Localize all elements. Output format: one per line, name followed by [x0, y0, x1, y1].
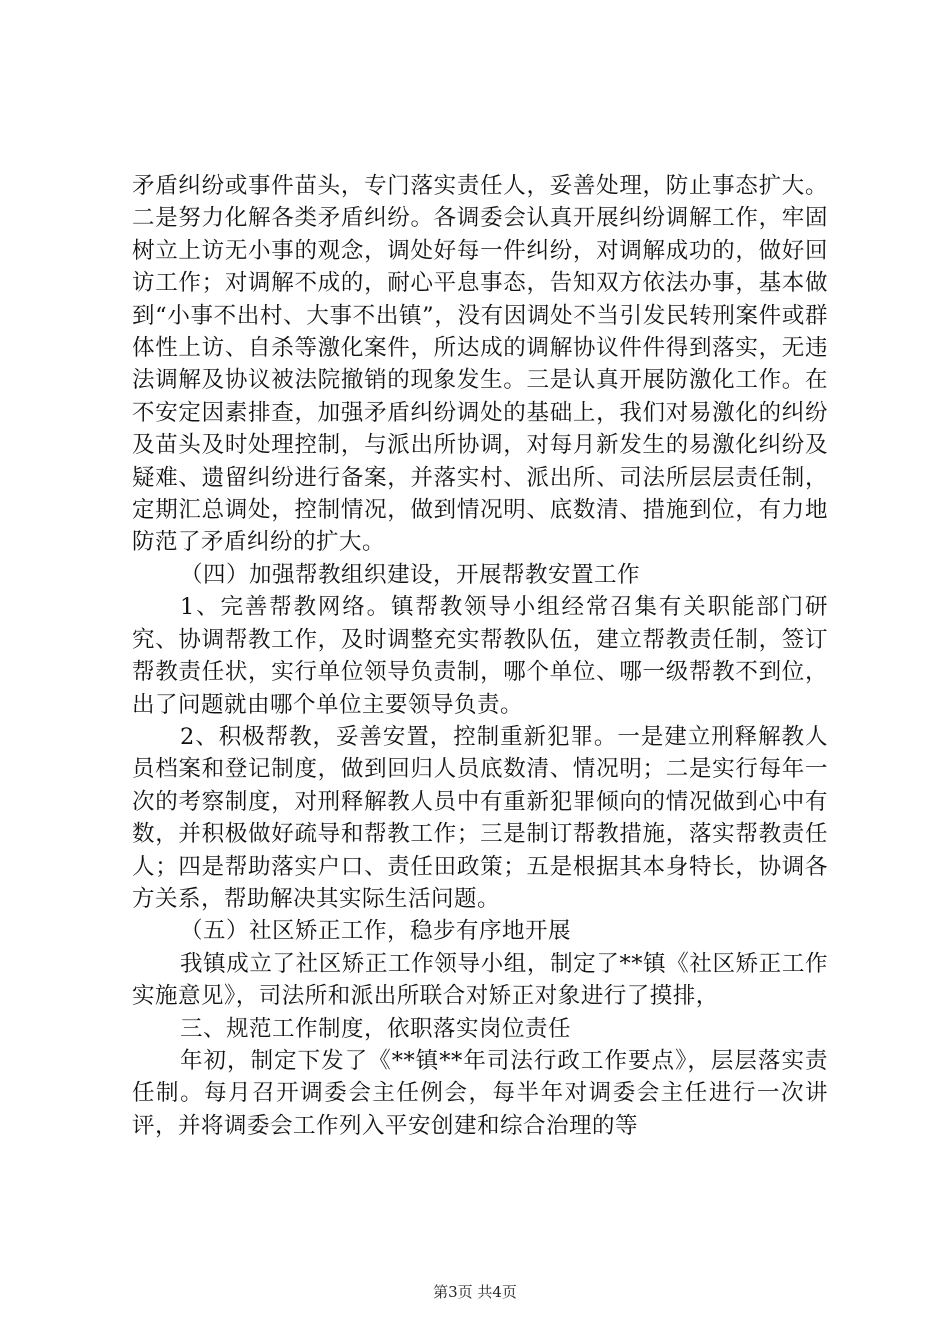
paragraph-placement: 2、积极帮教，妥善安置，控制重新犯罪。一是建立刑释解教人员档案和登记制度，做到回归人员底数清、情况明；二是实行每年一次的考察制度，对刑释解教人员中有重新犯罪倾向的情况做到心中有数，并积极做好疏导和帮教工作；三是制订帮教措施，落实帮教责任人；四是帮助落实户口、责任田政策；五是根据其本身特长，协调各方关系，帮助解决其实际生活问题。	[132, 723, 828, 912]
section-heading-5: （五）社区矫正工作，稳步有序地开展	[180, 918, 572, 945]
document-body	[132, 170, 828, 1142]
section-heading-4: （四）加强帮教组织建设，开展帮教安置工作	[180, 561, 641, 588]
paragraph-mediation: 矛盾纠纷或事件苗头，专门落实责任人，妥善处理，防止事态扩大。二是努力化解各类矛盾纠纷。各调委会认真开展纠纷调解工作，牢固树立上访无小事的观念，调处好每一件纠纷，对调解成功的，做好回访工作；对调解不成的，耐心平息事态，告知双方依法办事，基本做到“小事不出村、大事不出镇”，没有因调处不当引发民转刑案件或群体性上访、自杀等激化案件，所达成的调解协议件件得到落实，无违法调解及协议被法院撤销的现象发生。三是认真开展防激化工作。在不安定因素排查，加强矛盾纠纷调处的基础上，我们对易激化的纠纷及苗头及时处理控制，与派出所协调，对每月新发生的易激化纠纷及疑难、遗留纠纷进行备案，并落实村、派出所、司法所层层责任制，定期汇总调处，控制情况，做到情况明、底数清、措施到位，有力地防范了矛盾纠纷的扩大。	[132, 173, 828, 556]
page-number-footer: 第3页 共4页	[433, 1283, 517, 1301]
paragraph-community-correction: 我镇成立了社区矫正工作领导小组，制定了**镇《社区矫正工作实施意见》，司法所和派出所联合对矫正对象进行了摸排，	[132, 950, 828, 1010]
section-heading-3: 三、规范工作制度，依职落实岗位责任	[180, 1015, 572, 1042]
paragraph-work-system: 年初，制定下发了《**镇**年司法行政工作要点》，层层落实责任制。每月召开调委会主任例会，每半年对调委会主任进行一次讲评，并将调委会工作列入平安创建和综合治理的等	[132, 1047, 828, 1139]
paragraph-network: 1、完善帮教网络。镇帮教领导小组经常召集有关职能部门研究、协调帮教工作，及时调整充实帮教队伍，建立帮教责任制，签订帮教责任状，实行单位领导负责制，哪个单位、哪一级帮教不到位，出了问题就由哪个单位主要领导负责。	[132, 594, 828, 718]
